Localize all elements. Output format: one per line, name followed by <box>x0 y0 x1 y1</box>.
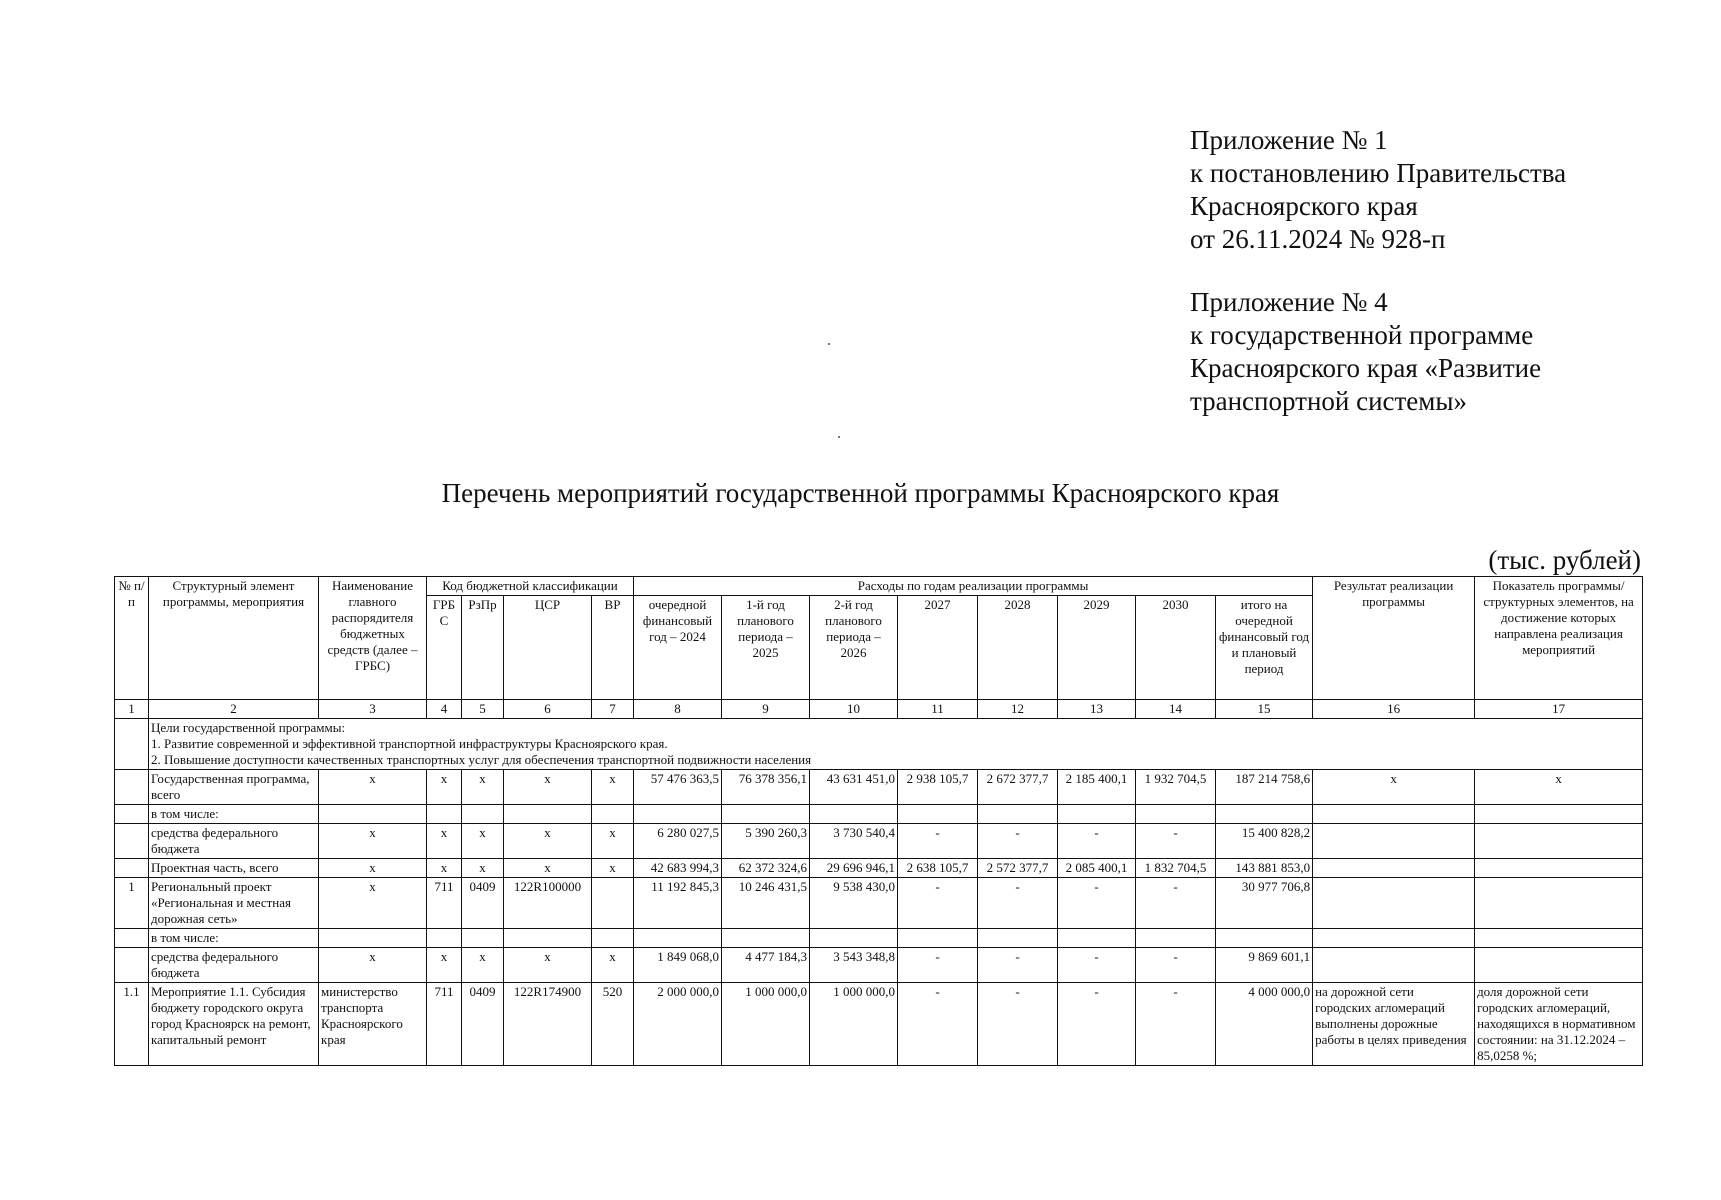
cell-num <box>115 859 149 878</box>
cell-csr <box>504 805 592 824</box>
header-vr: ВР <box>592 596 634 700</box>
header-num: № п/п <box>115 577 149 700</box>
cell-rzpr: x <box>462 824 504 859</box>
cell-num <box>115 770 149 805</box>
cell-total <box>1216 805 1313 824</box>
cell-y2028: - <box>978 983 1058 1066</box>
cell-y2025: 4 477 184,3 <box>722 948 810 983</box>
cell-grbs <box>427 805 462 824</box>
units-label: (тыс. рублей) <box>1488 545 1641 575</box>
cell-y2024: 11 192 845,3 <box>634 878 722 929</box>
appendix-1-line: Приложение № 1 <box>1190 125 1388 155</box>
cell-total: 187 214 758,6 <box>1216 770 1313 805</box>
column-number: 16 <box>1313 700 1475 719</box>
column-number: 6 <box>504 700 592 719</box>
cell-num <box>115 948 149 983</box>
appendix-4-line: к государственной программе <box>1190 320 1534 350</box>
column-number: 2 <box>149 700 319 719</box>
table-row <box>115 770 1643 805</box>
cell-grbs-name: x <box>319 770 427 805</box>
goals-num-cell <box>115 719 149 770</box>
cell-y2026 <box>810 929 898 948</box>
appendix-4-line: Приложение № 4 <box>1190 287 1388 317</box>
cell-y2026: 43 631 451,0 <box>810 770 898 805</box>
cell-vr: 520 <box>592 983 634 1066</box>
cell-y2025: 1 000 000,0 <box>722 983 810 1066</box>
cell-y2026: 9 538 430,0 <box>810 878 898 929</box>
cell-y2029: - <box>1058 948 1136 983</box>
cell-y2029: 2 185 400,1 <box>1058 770 1136 805</box>
cell-element: Государственная программа, всего <box>149 770 319 805</box>
cell-indicator: x <box>1475 770 1643 805</box>
cell-vr: x <box>592 824 634 859</box>
header-result: Результат реализации программы <box>1313 577 1475 700</box>
cell-y2027 <box>898 929 978 948</box>
header-bk-code: Код бюджетной классификации <box>427 577 634 596</box>
goals-row <box>115 719 1643 770</box>
cell-result <box>1313 929 1475 948</box>
cell-element: средства федерального бюджета <box>149 948 319 983</box>
cell-result <box>1313 824 1475 859</box>
cell-csr <box>504 929 592 948</box>
cell-rzpr <box>462 929 504 948</box>
cell-result: на дорожной сети городских агломераций выполнены дорожные работы в целях приведения <box>1313 983 1475 1066</box>
appendix-4-line: транспортной системы» <box>1190 386 1468 416</box>
header-grbs: ГРБС <box>427 596 462 700</box>
header-y2027: 2027 <box>898 596 978 700</box>
cell-total: 30 977 706,8 <box>1216 878 1313 929</box>
cell-y2026: 1 000 000,0 <box>810 983 898 1066</box>
cell-y2024 <box>634 929 722 948</box>
table-row <box>115 824 1643 859</box>
cell-num <box>115 805 149 824</box>
cell-y2028: 2 572 377,7 <box>978 859 1058 878</box>
column-number: 11 <box>898 700 978 719</box>
cell-rzpr: x <box>462 859 504 878</box>
cell-y2029 <box>1058 805 1136 824</box>
appendix-1-line: от 26.11.2024 № 928-п <box>1190 224 1446 254</box>
column-number: 5 <box>462 700 504 719</box>
cell-rzpr: 0409 <box>462 878 504 929</box>
cell-y2026: 3 730 540,4 <box>810 824 898 859</box>
cell-indicator <box>1475 929 1643 948</box>
appendix-4-line: Красноярского края «Развитие <box>1190 353 1542 383</box>
cell-y2030: - <box>1136 983 1216 1066</box>
appendix-1-line: Красноярского края <box>1190 191 1418 221</box>
header-y2024: очередной финансовый год – 2024 <box>634 596 722 700</box>
header-total: итого на очередной финансовый год и плановый период <box>1216 596 1313 700</box>
cell-y2027: - <box>898 948 978 983</box>
cell-csr: x <box>504 948 592 983</box>
column-number: 4 <box>427 700 462 719</box>
cell-csr: 122R174900 <box>504 983 592 1066</box>
cell-y2024: 6 280 027,5 <box>634 824 722 859</box>
table-row <box>115 983 1643 1066</box>
table-row <box>115 948 1643 983</box>
cell-indicator <box>1475 948 1643 983</box>
cell-csr: x <box>504 770 592 805</box>
column-number: 12 <box>978 700 1058 719</box>
column-number-row <box>115 700 1643 719</box>
cell-y2027: 2 938 105,7 <box>898 770 978 805</box>
cell-result <box>1313 805 1475 824</box>
cell-grbs-name <box>319 805 427 824</box>
cell-vr <box>592 929 634 948</box>
header-element: Структурный элемент программы, мероприятия <box>149 577 319 700</box>
cell-y2024 <box>634 805 722 824</box>
cell-csr: x <box>504 824 592 859</box>
cell-indicator <box>1475 878 1643 929</box>
header-rzpr: РзПр <box>462 596 504 700</box>
data-rows <box>115 770 1643 1066</box>
cell-y2029 <box>1058 929 1136 948</box>
cell-y2026 <box>810 805 898 824</box>
cell-grbs-name: министерство транспорта Красноярского края <box>319 983 427 1066</box>
cell-y2028 <box>978 805 1058 824</box>
cell-y2029: - <box>1058 878 1136 929</box>
cell-y2024: 2 000 000,0 <box>634 983 722 1066</box>
header-grbs-name: Наименование главного распорядителя бюджетных средств (далее – ГРБС) <box>319 577 427 700</box>
column-number: 17 <box>1475 700 1643 719</box>
table-row <box>115 878 1643 929</box>
cell-element: Региональный проект «Региональная и местная дорожная сеть» <box>149 878 319 929</box>
cell-grbs-name <box>319 929 427 948</box>
column-number: 15 <box>1216 700 1313 719</box>
cell-num <box>115 824 149 859</box>
appendix-1-line: к постановлению Правительства <box>1190 158 1567 188</box>
cell-y2028: - <box>978 878 1058 929</box>
table-row <box>115 929 1643 948</box>
header-indicator: Показатель программы/структурных элементов, на достижение которых направлена реализация мероприятий <box>1475 577 1643 700</box>
cell-y2030: - <box>1136 878 1216 929</box>
cell-y2025 <box>722 805 810 824</box>
column-number: 10 <box>810 700 898 719</box>
column-number: 1 <box>115 700 149 719</box>
cell-y2029: 2 085 400,1 <box>1058 859 1136 878</box>
cell-y2030 <box>1136 805 1216 824</box>
cell-total: 4 000 000,0 <box>1216 983 1313 1066</box>
cell-y2027: - <box>898 824 978 859</box>
header-row <box>115 577 1643 596</box>
cell-num <box>115 929 149 948</box>
goals-line: 2. Повышение доступности качественных транспортных услуг для обеспечения транспортной подвижности населения <box>151 752 812 767</box>
cell-result: x <box>1313 770 1475 805</box>
cell-element: Проектная часть, всего <box>149 859 319 878</box>
cell-grbs: x <box>427 770 462 805</box>
scan-speck <box>828 343 830 345</box>
appendix-4-block <box>1190 286 1541 418</box>
cell-grbs-name: x <box>319 824 427 859</box>
cell-result <box>1313 948 1475 983</box>
cell-grbs-name: x <box>319 859 427 878</box>
cell-y2029: - <box>1058 824 1136 859</box>
cell-element: в том числе: <box>149 805 319 824</box>
cell-y2028 <box>978 929 1058 948</box>
cell-total: 9 869 601,1 <box>1216 948 1313 983</box>
cell-grbs-name: x <box>319 948 427 983</box>
header-csr: ЦСР <box>504 596 592 700</box>
header-y2029: 2029 <box>1058 596 1136 700</box>
cell-y2026: 3 543 348,8 <box>810 948 898 983</box>
cell-y2027: 2 638 105,7 <box>898 859 978 878</box>
goals-line: 1. Развитие современной и эффективной транспортной инфраструктуры Красноярского края. <box>151 736 668 751</box>
cell-vr <box>592 878 634 929</box>
cell-total: 15 400 828,2 <box>1216 824 1313 859</box>
cell-grbs: x <box>427 948 462 983</box>
column-number: 9 <box>722 700 810 719</box>
cell-grbs: 711 <box>427 878 462 929</box>
header-y2025: 1-й год планового периода – 2025 <box>722 596 810 700</box>
cell-rzpr <box>462 805 504 824</box>
cell-y2030 <box>1136 929 1216 948</box>
table-row <box>115 859 1643 878</box>
measures-table <box>114 576 1643 1066</box>
cell-y2024: 1 849 068,0 <box>634 948 722 983</box>
column-number: 14 <box>1136 700 1216 719</box>
column-number: 7 <box>592 700 634 719</box>
cell-y2025: 5 390 260,3 <box>722 824 810 859</box>
cell-grbs-name: x <box>319 878 427 929</box>
header-y2030: 2030 <box>1136 596 1216 700</box>
header-y2028: 2028 <box>978 596 1058 700</box>
scan-speck <box>838 436 840 438</box>
cell-vr: x <box>592 859 634 878</box>
cell-result <box>1313 859 1475 878</box>
cell-element: в том числе: <box>149 929 319 948</box>
cell-total: 143 881 853,0 <box>1216 859 1313 878</box>
cell-rzpr: 0409 <box>462 983 504 1066</box>
cell-element: Мероприятие 1.1. Субсидия бюджету городского округа город Красноярск на ремонт, капитальный ремонт <box>149 983 319 1066</box>
cell-y2028: 2 672 377,7 <box>978 770 1058 805</box>
cell-y2028: - <box>978 824 1058 859</box>
cell-total <box>1216 929 1313 948</box>
cell-y2027 <box>898 805 978 824</box>
cell-element: средства федерального бюджета <box>149 824 319 859</box>
cell-csr: x <box>504 859 592 878</box>
cell-y2027: - <box>898 983 978 1066</box>
document-title: Перечень мероприятий государственной программы Красноярского края <box>441 478 1280 508</box>
header-expenses: Расходы по годам реализации программы <box>634 577 1313 596</box>
cell-rzpr: x <box>462 770 504 805</box>
appendix-1-block <box>1190 124 1566 256</box>
goals-line: Цели государственной программы: <box>151 720 346 735</box>
column-number: 8 <box>634 700 722 719</box>
cell-y2029: - <box>1058 983 1136 1066</box>
cell-y2027: - <box>898 878 978 929</box>
cell-num: 1 <box>115 878 149 929</box>
column-number: 13 <box>1058 700 1136 719</box>
cell-indicator <box>1475 824 1643 859</box>
cell-grbs: 711 <box>427 983 462 1066</box>
cell-grbs <box>427 929 462 948</box>
cell-y2024: 57 476 363,5 <box>634 770 722 805</box>
cell-y2024: 42 683 994,3 <box>634 859 722 878</box>
cell-num: 1.1 <box>115 983 149 1066</box>
cell-indicator <box>1475 805 1643 824</box>
cell-indicator <box>1475 859 1643 878</box>
cell-grbs: x <box>427 859 462 878</box>
goals-cell <box>149 719 1643 770</box>
cell-y2025: 76 378 356,1 <box>722 770 810 805</box>
header-y2026: 2-й год планового периода – 2026 <box>810 596 898 700</box>
cell-y2025: 62 372 324,6 <box>722 859 810 878</box>
cell-y2030: 1 832 704,5 <box>1136 859 1216 878</box>
table-row <box>115 805 1643 824</box>
column-number: 3 <box>319 700 427 719</box>
cell-y2025 <box>722 929 810 948</box>
cell-y2026: 29 696 946,1 <box>810 859 898 878</box>
cell-y2030: - <box>1136 948 1216 983</box>
cell-result <box>1313 878 1475 929</box>
cell-vr: x <box>592 948 634 983</box>
cell-y2030: - <box>1136 824 1216 859</box>
cell-csr: 122R100000 <box>504 878 592 929</box>
cell-indicator: доля дорожной сети городских агломераций, находящихся в нормативном состоянии: на 31.12.2024 – 85,0258 %; <box>1475 983 1643 1066</box>
cell-vr: x <box>592 770 634 805</box>
cell-grbs: x <box>427 824 462 859</box>
cell-y2025: 10 246 431,5 <box>722 878 810 929</box>
cell-y2028: - <box>978 948 1058 983</box>
cell-y2030: 1 932 704,5 <box>1136 770 1216 805</box>
cell-rzpr: x <box>462 948 504 983</box>
cell-vr <box>592 805 634 824</box>
